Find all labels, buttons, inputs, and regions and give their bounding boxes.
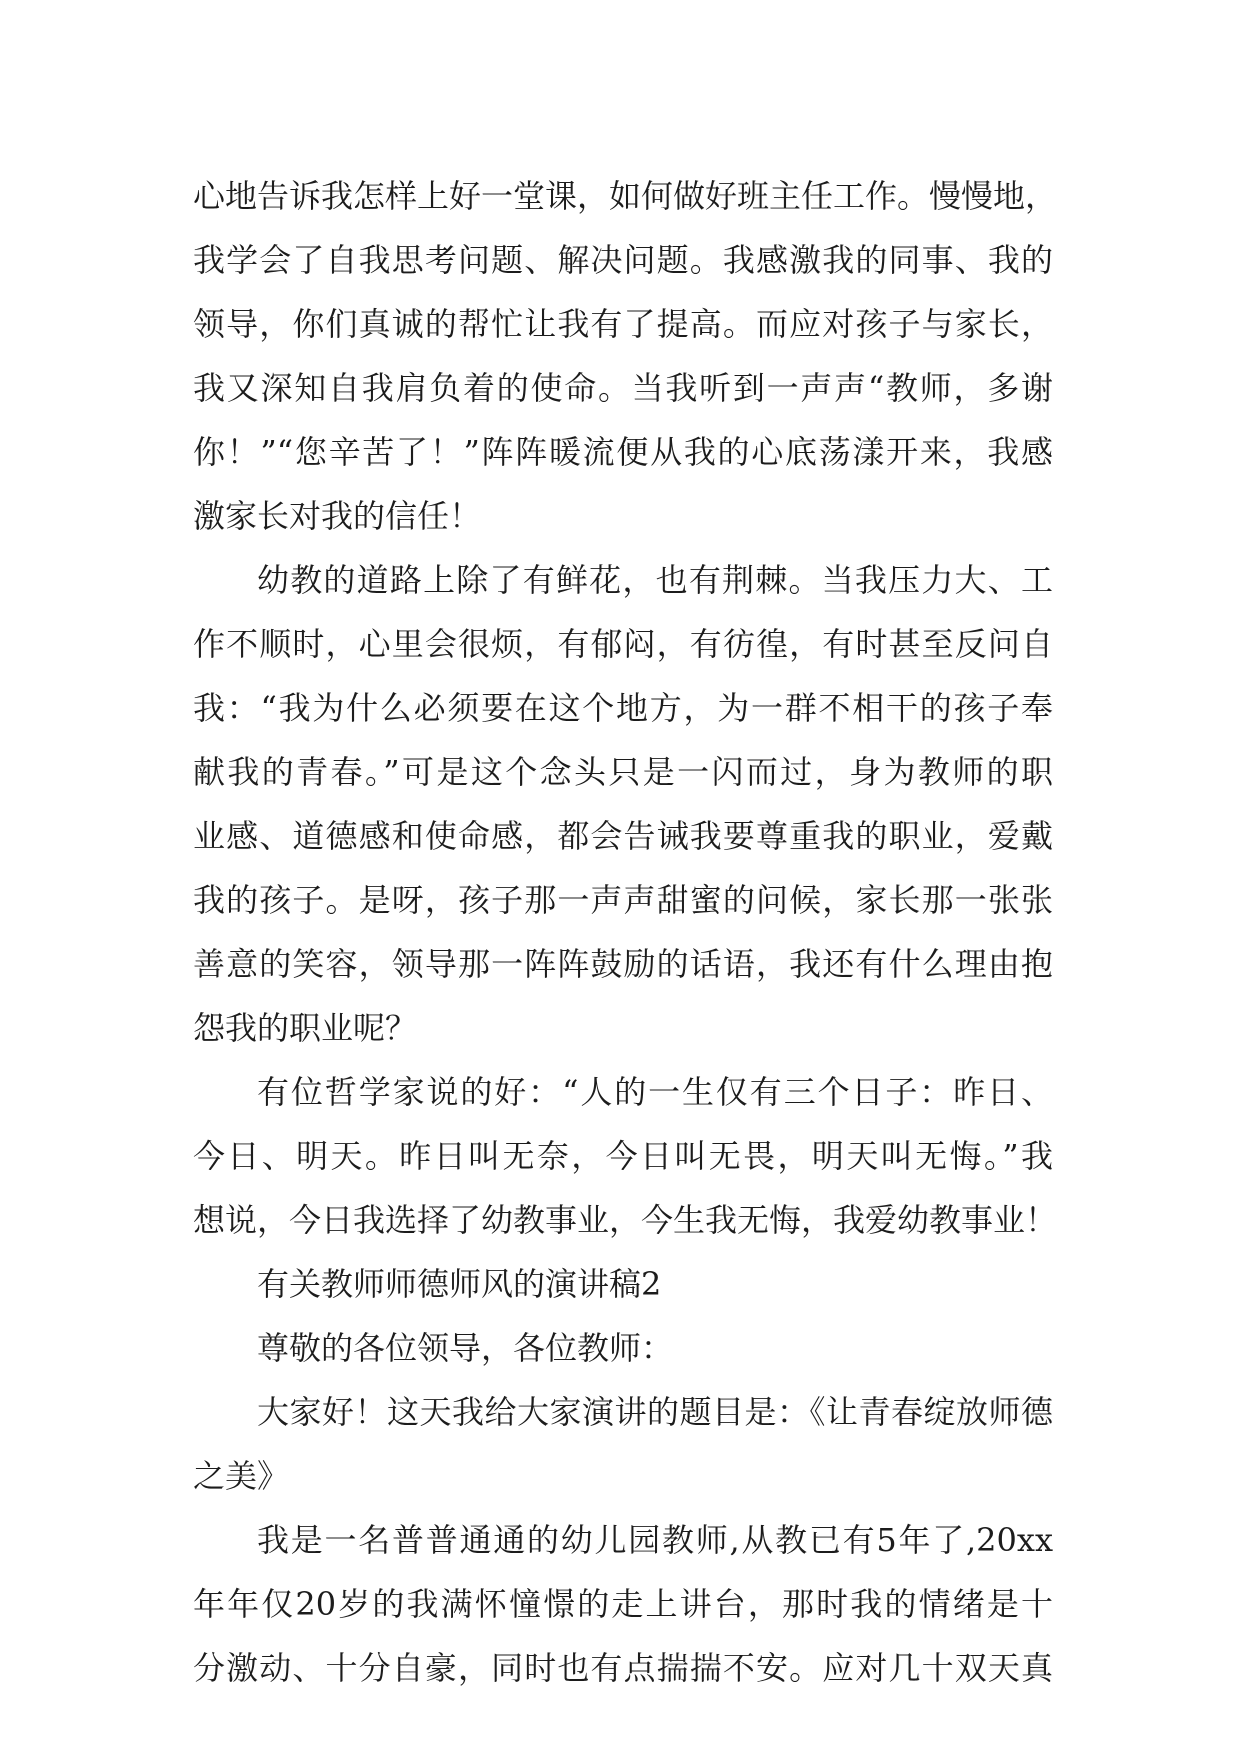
paragraph-3 xyxy=(193,1060,1058,1252)
paragraph-7 xyxy=(193,1508,1053,1700)
paragraph-line: 分激动、十分自豪，同时也有点揣揣不安。应对几十双天真 xyxy=(193,1649,1053,1687)
salutation xyxy=(193,1316,1053,1380)
paragraph-line: 业感、道德感和使命感，都会告诫我要尊重我的职业，爱戴 xyxy=(193,817,1053,855)
paragraph-6 xyxy=(193,1380,1053,1508)
paragraph-line: 之美》 xyxy=(193,1457,290,1495)
paragraph-line: 我：“我为什么必须要在这个地方，为一群不相干的孩子奉 xyxy=(193,689,1053,727)
paragraph-line: 激家长对我的信任！ xyxy=(193,497,482,535)
paragraph-line: 幼教的道路上除了有鲜花，也有荆棘。当我压力大、工 xyxy=(257,561,1053,599)
paragraph-line: 我学会了自我思考问题、解决问题。我感激我的同事、我的 xyxy=(193,241,1053,279)
heading-line: 有关教师师德师风的演讲稿2 xyxy=(257,1265,662,1303)
paragraph-line: 我又深知自我肩负着的使命。当我听到一声声“教师，多谢 xyxy=(193,369,1053,407)
paragraph-line: 领导，你们真诚的帮忙让我有了提高。而应对孩子与家长， xyxy=(193,305,1053,343)
paragraph-line: 年年仅20岁的我满怀憧憬的走上讲台，那时我的情绪是十 xyxy=(193,1585,1053,1623)
paragraph-line: 我是一名普普通通的幼儿园教师,从教已有5年了,20xx xyxy=(257,1521,1053,1559)
paragraph-line: 怨我的职业呢？ xyxy=(193,1009,418,1047)
salutation-line: 尊敬的各位领导，各位教师： xyxy=(257,1329,674,1367)
paragraph-1 xyxy=(193,164,1058,548)
paragraph-line: 今日、明天。昨日叫无奈，今日叫无畏，明天叫无悔。”我 xyxy=(193,1137,1053,1175)
paragraph-line: 献我的青春。”可是这个念头只是一闪而过，身为教师的职 xyxy=(193,753,1053,791)
paragraph-line: 有位哲学家说的好：“人的一生仅有三个日子：昨日、 xyxy=(257,1073,1053,1111)
paragraph-2 xyxy=(193,548,1053,1060)
paragraph-line: 作不顺时，心里会很烦，有郁闷，有彷徨，有时甚至反问自 xyxy=(193,625,1053,663)
section-heading xyxy=(193,1252,1053,1316)
paragraph-line: 想说，今日我选择了幼教事业，今生我无悔，我爱幼教事业！ xyxy=(193,1201,1058,1239)
document-body xyxy=(193,164,1058,1700)
paragraph-line: 善意的笑容，领导那一阵阵鼓励的话语，我还有什么理由抱 xyxy=(193,945,1053,983)
paragraph-line: 你！”“您辛苦了！”阵阵暖流便从我的心底荡漾开来，我感 xyxy=(193,433,1053,471)
paragraph-line: 我的孩子。是呀，孩子那一声声甜蜜的问候，家长那一张张 xyxy=(193,881,1053,919)
paragraph-line: 心地告诉我怎样上好一堂课，如何做好班主任工作。慢慢地， xyxy=(193,177,1058,215)
paragraph-line: 大家好！这天我给大家演讲的题目是：《让青春绽放师德 xyxy=(257,1393,1053,1431)
